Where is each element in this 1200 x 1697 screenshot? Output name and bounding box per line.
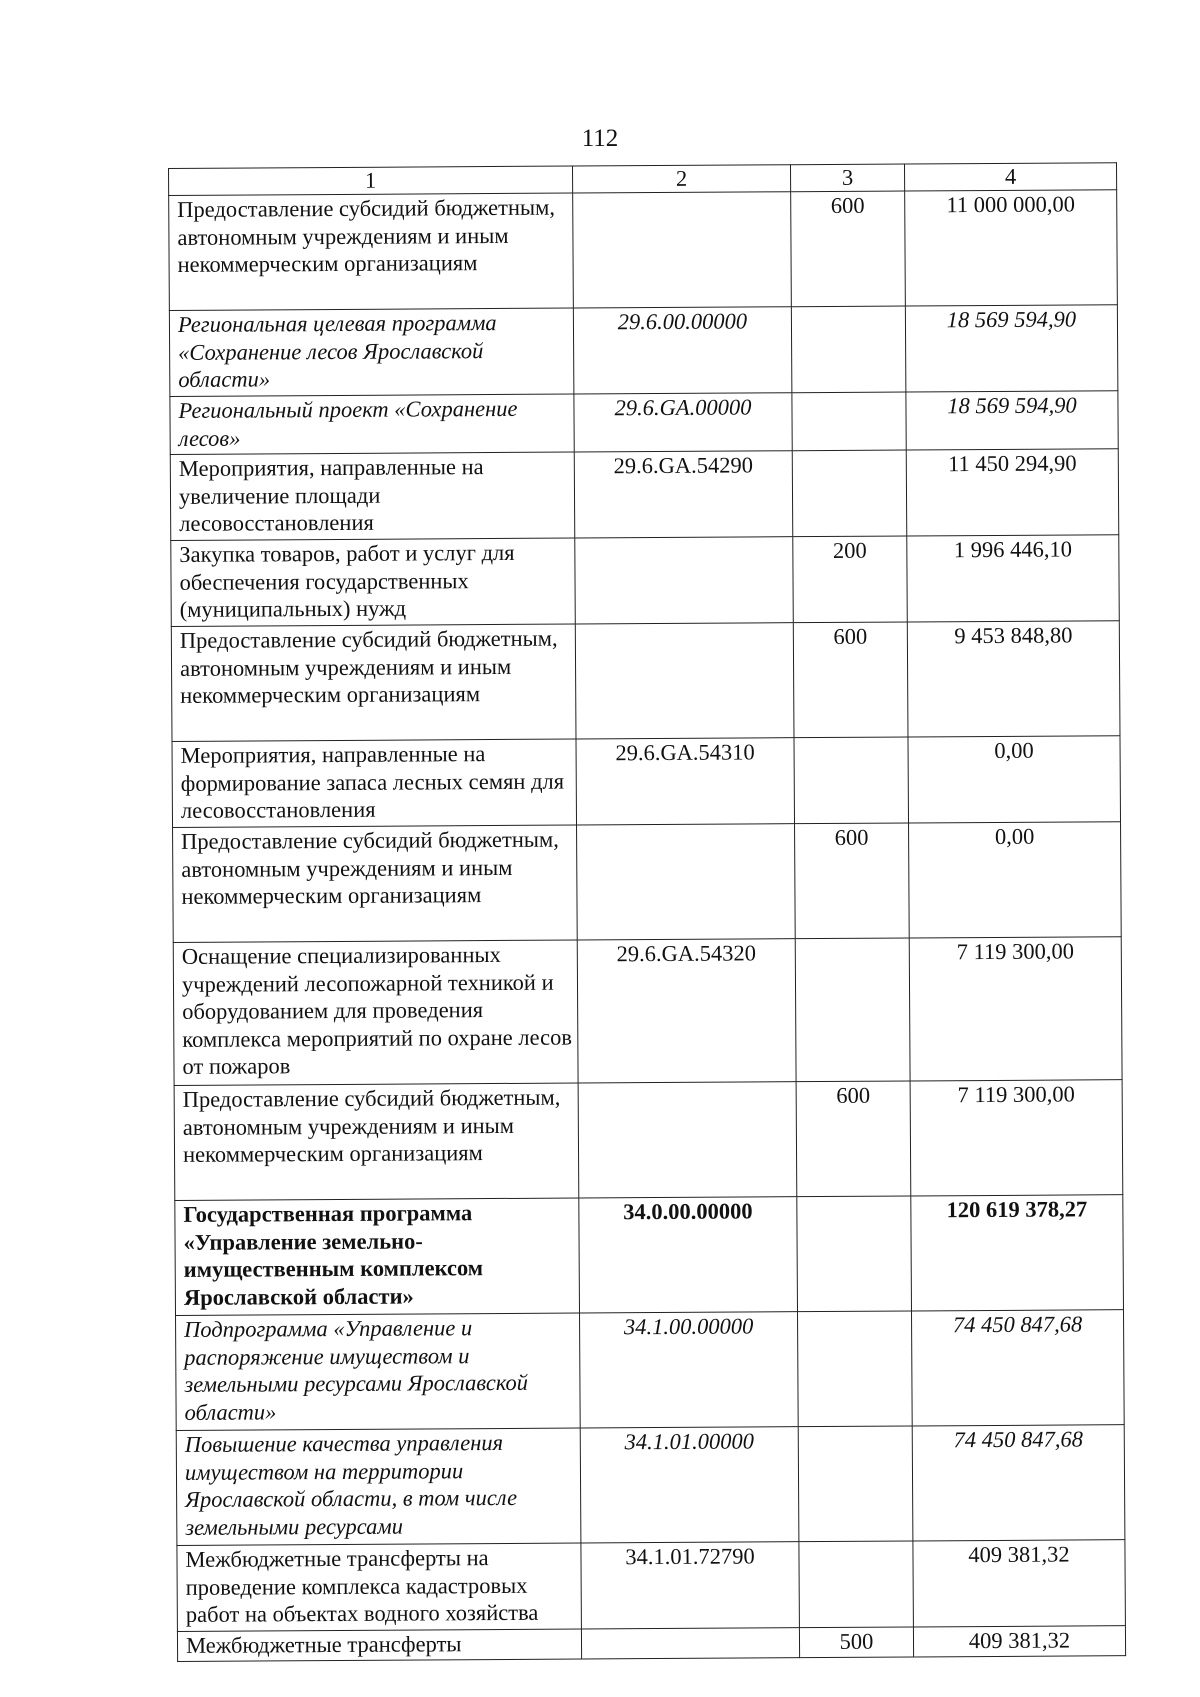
row-code-cell: 34.0.00.00000: [579, 1197, 798, 1313]
table-row: [169, 190, 1118, 311]
row-amount-cell: 11 000 000,00: [905, 190, 1118, 306]
row-code-cell: [573, 192, 792, 308]
table-row: [176, 1310, 1125, 1431]
row-amount-cell: 0,00: [909, 822, 1122, 938]
row-type-cell: [798, 1426, 913, 1542]
header-col-3: 3: [790, 164, 904, 192]
row-code-cell: [575, 537, 794, 624]
row-code-cell: 29.6.GA.54290: [574, 451, 793, 538]
table-row: [175, 1195, 1124, 1316]
row-type-cell: [792, 450, 907, 537]
row-amount-cell: 120 619 378,27: [911, 1195, 1124, 1311]
row-code-cell: [581, 1628, 799, 1659]
header-col-2: 2: [572, 165, 790, 193]
row-type-cell: [797, 1196, 912, 1312]
row-type-cell: 600: [795, 823, 910, 939]
row-name-cell: Мероприятия, направленные на формирование запаса лесных семян для лесовосстановления: [172, 739, 577, 827]
page-number: 112: [581, 125, 619, 152]
table-row: [174, 1080, 1123, 1201]
row-name-cell: Повышение качества управления имуществом на территории Ярославской области, в том числе земельными ресурсами: [176, 1428, 581, 1545]
row-type-cell: [791, 306, 906, 393]
table-row: [173, 937, 1122, 1086]
row-type-cell: [797, 1311, 912, 1427]
row-amount-cell: 0,00: [908, 736, 1121, 823]
row-type-cell: 200: [793, 536, 908, 623]
row-type-cell: 600: [793, 622, 908, 738]
table-row: [171, 621, 1120, 742]
row-code-cell: 29.6.GA.54310: [576, 738, 795, 825]
table-row: [170, 449, 1119, 541]
row-amount-cell: 74 450 847,68: [911, 1310, 1124, 1426]
row-name-cell: Закупка товаров, работ и услуг для обеспечения государственных (муниципальных) нужд: [171, 538, 576, 626]
row-code-cell: [578, 1082, 797, 1198]
row-amount-cell: 74 450 847,68: [912, 1425, 1125, 1541]
table-row: [177, 1540, 1126, 1632]
table-row: [173, 822, 1122, 943]
table-row: [170, 391, 1118, 455]
row-code-cell: 29.6.00.00000: [573, 307, 792, 394]
row-name-cell: Межбюджетные трансферты: [177, 1629, 581, 1661]
row-type-cell: [792, 392, 906, 451]
row-amount-cell: 409 381,32: [913, 1540, 1126, 1627]
row-type-cell: 600: [796, 1081, 911, 1197]
row-type-cell: [794, 737, 909, 824]
row-amount-cell: 7 119 300,00: [910, 1080, 1123, 1196]
row-name-cell: Предоставление субсидий бюджетным, автономным учреждениям и иным некоммерческим организациям: [174, 1083, 579, 1200]
row-code-cell: 29.6.GA.54320: [577, 939, 796, 1083]
row-code-cell: [575, 623, 794, 739]
row-amount-cell: 18 569 594,90: [906, 391, 1118, 450]
row-name-cell: Государственная программа «Управление земельно-имущественным комплексом Ярославской области»: [175, 1198, 580, 1315]
row-type-cell: 500: [799, 1627, 913, 1658]
row-amount-cell: 409 381,32: [913, 1626, 1125, 1657]
row-name-cell: Предоставление субсидий бюджетным, автономным учреждениям и иным некоммерческим организациям: [169, 193, 574, 310]
row-name-cell: Региональная целевая программа «Сохранение лесов Ярославской области»: [169, 308, 574, 396]
row-name-cell: Региональный проект «Сохранение лесов»: [170, 394, 574, 454]
row-code-cell: 34.1.00.00000: [580, 1312, 799, 1428]
table-row: [171, 535, 1120, 627]
row-amount-cell: 11 450 294,90: [906, 449, 1119, 536]
table-row: [172, 736, 1121, 828]
row-type-cell: [799, 1541, 914, 1628]
row-name-cell: Оснащение специализированных учреждений лесопожарной техникой и оборудованием для проведения комплекса мероприятий по охране лесов от пожаров: [173, 940, 578, 1085]
row-name-cell: Предоставление субсидий бюджетным, автономным учреждениям и иным некоммерческим организациям: [173, 825, 578, 942]
row-type-cell: [795, 938, 910, 1082]
header-col-4: 4: [904, 163, 1116, 191]
row-name-cell: Мероприятия, направленные на увеличение площади лесовосстановления: [170, 452, 575, 540]
row-type-cell: 600: [791, 191, 906, 307]
table-row: [169, 305, 1118, 397]
row-name-cell: Предоставление субсидий бюджетным, автономным учреждениям и иным некоммерческим организациям: [171, 624, 576, 741]
row-code-cell: [577, 824, 796, 940]
row-amount-cell: 1 996 446,10: [907, 535, 1120, 622]
header-col-1: 1: [169, 166, 573, 195]
row-amount-cell: 7 119 300,00: [909, 937, 1122, 1081]
row-code-cell: 34.1.01.72790: [581, 1542, 800, 1629]
row-code-cell: 29.6.GA.00000: [574, 393, 792, 452]
table-row: [177, 1626, 1125, 1662]
row-amount-cell: 18 569 594,90: [905, 305, 1118, 392]
row-amount-cell: 9 453 848,80: [907, 621, 1120, 737]
table-row: [176, 1425, 1125, 1546]
row-code-cell: 34.1.01.00000: [580, 1427, 799, 1543]
budget-table: [168, 162, 1126, 1662]
row-name-cell: Межбюджетные трансферты на проведение комплекса кадастровых работ на объектах водного хозяйства: [177, 1543, 582, 1631]
row-name-cell: Подпрограмма «Управление и распоряжение имуществом и земельными ресурсами Ярославской области»: [176, 1313, 581, 1430]
